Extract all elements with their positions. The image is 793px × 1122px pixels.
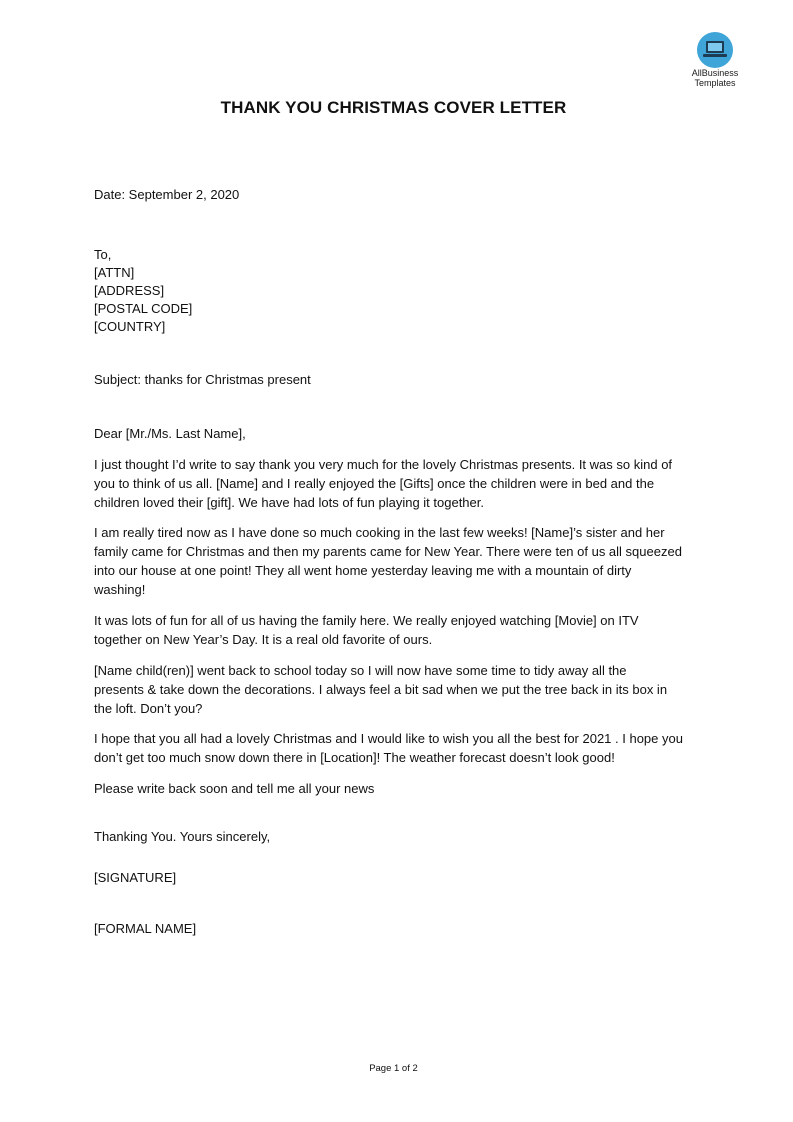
recipient-attn: [ATTN]: [94, 265, 135, 280]
paragraph-line: I am really tired now as I have done so much cooking in the last few weeks! [Name]’s sister and her: [94, 525, 665, 540]
paragraph-line: children loved their [gift]. We have had lots of fun playing it together.: [94, 495, 484, 510]
paragraph-line: [Name child(ren)] went back to school today so I will now have some time to tidy away all the: [94, 663, 627, 678]
letter-title: THANK YOU CHRISTMAS COVER LETTER: [220, 98, 567, 117]
paragraph-line: It was lots of fun for all of us having the family here. We really enjoyed watching [Movie] on ITV: [94, 613, 639, 628]
letter-closing: Thanking You. Yours sincerely,: [94, 829, 271, 844]
laptop-icon: [697, 32, 733, 68]
paragraph-line: I hope that you all had a lovely Christmas and I would like to wish you all the best for 2021 . I hope you: [94, 731, 683, 746]
body-paragraph-4: [94, 661, 710, 718]
body-paragraph-2: [94, 523, 710, 599]
paragraph-line: don’t get too much snow down there in [Location]! The weather forecast doesn’t look good!: [94, 750, 615, 765]
paragraph-line: I just thought I’d write to say thank you very much for the lovely Christmas presents. It was so kind of: [94, 457, 673, 472]
body-paragraph-5: [94, 729, 710, 767]
logo-line-2: Templates: [694, 78, 736, 88]
recipient-to: To,: [94, 247, 112, 262]
recipient-country: [COUNTRY]: [94, 319, 166, 334]
letter-subject: Subject: thanks for Christmas present: [94, 372, 311, 387]
paragraph-line: Please write back soon and tell me all your news: [94, 781, 375, 796]
paragraph-line: into our house at one point! They all went home yesterday leaving me with a mountain of dirty: [94, 563, 632, 578]
paragraph-line: together on New Year’s Day. It is a real old favorite of ours.: [94, 632, 433, 647]
logo-line-1: AllBusiness: [691, 68, 739, 78]
page-number: Page 1 of 2: [369, 1063, 418, 1074]
formal-name-placeholder: [FORMAL NAME]: [94, 921, 197, 936]
paragraph-line: family came for Christmas and then my parents came for New Year. There were ten of us all squeezed: [94, 544, 682, 559]
paragraph-line: the loft. Don’t you?: [94, 701, 203, 716]
body-paragraph-3: [94, 611, 710, 649]
body-paragraph-1: [94, 455, 710, 512]
letter-date: Date: September 2, 2020: [94, 187, 240, 202]
signature-placeholder: [SIGNATURE]: [94, 870, 177, 885]
paragraph-line: washing!: [94, 582, 146, 597]
recipient-address: [ADDRESS]: [94, 283, 165, 298]
letter-salutation: Dear [Mr./Ms. Last Name],: [94, 426, 246, 441]
recipient-postal-code: [POSTAL CODE]: [94, 301, 193, 316]
paragraph-line: you to think of us all. [Name] and I really enjoyed the [Gifts] once the children were in bed and the: [94, 476, 655, 491]
allbusiness-templates-logo: [683, 32, 747, 88]
body-paragraph-6: [94, 779, 710, 798]
paragraph-line: presents & take down the decorations. I always feel a bit sad when we put the tree back in its box in: [94, 682, 668, 697]
